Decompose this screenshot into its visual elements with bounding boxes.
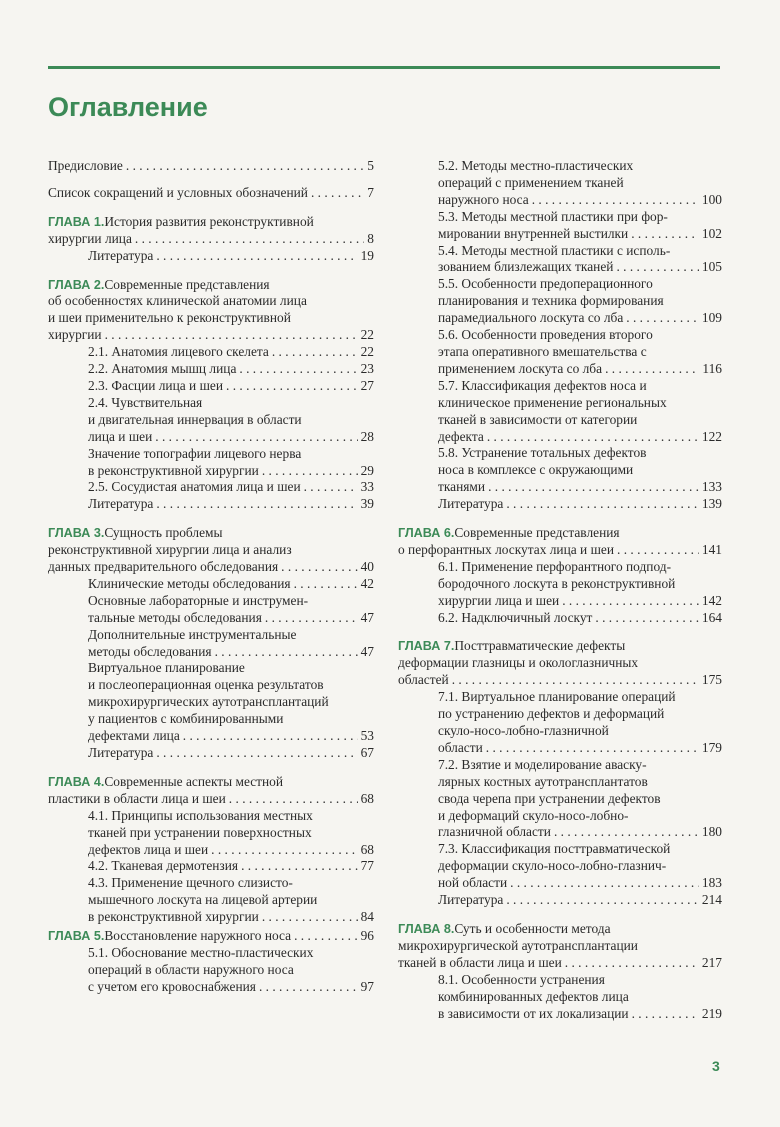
toc-dot-leader	[262, 909, 358, 926]
toc-page-number: 141	[701, 541, 722, 557]
toc-page-number: 175	[701, 672, 722, 688]
toc-entry-text: Литература	[88, 496, 154, 512]
toc-entry-text: и двигательная иннервация в области	[88, 411, 302, 427]
toc-entry	[48, 158, 374, 175]
toc-dot-leader	[631, 226, 699, 243]
toc-dot-leader	[259, 979, 358, 996]
toc-entry-text: методы обследования	[88, 643, 212, 659]
toc-dot-leader	[126, 158, 364, 175]
toc-entry-text: лярных костных аутотрансплантатов	[438, 773, 648, 789]
toc-dot-leader	[562, 593, 699, 610]
toc-entry-text: применением лоскута со лба	[438, 360, 603, 376]
toc-entry-text: у пациентов с комбинированными	[88, 711, 284, 727]
toc-dot-leader	[304, 479, 358, 496]
toc-entry-text: 2.4. Чувствительная	[88, 394, 203, 410]
toc-entry	[398, 610, 722, 627]
toc-dot-leader	[294, 576, 358, 593]
toc-entry	[48, 479, 374, 496]
toc-entry	[398, 243, 722, 277]
toc-entry	[48, 576, 374, 593]
toc-entry-text: Литература	[438, 892, 504, 908]
toc-page-number: 84	[360, 909, 374, 925]
toc-page-number: 105	[701, 259, 722, 275]
toc-entry-text: области	[438, 739, 483, 755]
toc-page-number: 23	[360, 361, 374, 377]
toc-entry-text: и шеи применительно к реконструктивной	[48, 310, 291, 326]
toc-dot-leader	[215, 644, 358, 661]
toc-chapter-label: ГЛАВА 7.	[398, 639, 455, 654]
toc-entry	[48, 593, 374, 627]
toc-entry-text: об особенностях клинической анатомии лица	[48, 293, 307, 309]
toc-page-number: 22	[360, 327, 374, 343]
toc-dot-leader	[239, 361, 357, 378]
toc-entry	[48, 627, 374, 661]
toc-page-number: 179	[701, 739, 722, 755]
toc-entry-text: Значение топографии лицевого нерва	[88, 445, 302, 461]
toc-entry-text: 8.1. Особенности устранения	[438, 971, 605, 987]
toc-entry-text: 5.6. Особенности проведения второго	[438, 327, 653, 343]
toc-entry-text: Современные аспекты местной	[104, 773, 284, 789]
toc-entry	[48, 875, 374, 926]
toc-entry-text: Предисловие	[48, 158, 123, 173]
toc-dot-leader	[488, 479, 699, 496]
toc-page-number: 47	[360, 643, 374, 659]
toc-page-number: 97	[360, 978, 374, 994]
toc-page-number: 53	[360, 728, 374, 744]
toc-entry-text: 7.3. Классификация посттравматической	[438, 841, 671, 857]
toc-entry-text: хирургии лица	[48, 230, 132, 246]
toc-dot-leader	[311, 185, 364, 202]
toc-page-number: 27	[360, 377, 374, 393]
toc-dot-leader	[272, 344, 358, 361]
toc-page-number: 42	[360, 575, 374, 591]
toc-page-number: 133	[701, 479, 722, 495]
toc-entry-text: 4.2. Тканевая дермотензия	[88, 858, 239, 874]
toc-page-number: 40	[360, 559, 374, 575]
toc-entry-text: парамедиального лоскута со лба	[438, 310, 624, 326]
toc-entry-text: Виртуальное планирование	[88, 660, 245, 676]
toc-entry	[48, 248, 374, 265]
toc-page-number: 77	[360, 858, 374, 874]
toc-dot-leader	[294, 928, 358, 945]
toc-entry-text: деформации скуло-носо-лобно-глазнич-	[438, 858, 667, 874]
toc-entry-text: и послеоперационная оценка результатов	[88, 677, 324, 693]
toc-entry	[48, 745, 374, 762]
page-title: Оглавление	[48, 92, 208, 122]
toc-entry-text: 2.5. Сосудистая анатомия лица и шеи	[88, 479, 301, 495]
toc-entry	[48, 361, 374, 378]
toc-entry-text: Восстановление наружного носа	[104, 928, 292, 944]
toc-entry-text: носа в комплексе с окружающими	[438, 462, 634, 478]
toc-chapter	[398, 638, 722, 689]
toc-page-number: 217	[701, 954, 722, 970]
toc-chapter	[48, 928, 374, 945]
toc-entry-text: планирования и техника формирования	[438, 293, 664, 309]
toc-entry-text: Дополнительные инструментальные	[88, 626, 297, 642]
toc-entry-text: 5.3. Методы местной пластики при фор-	[438, 208, 668, 224]
toc-entry-text: ной области	[438, 875, 508, 891]
toc-entry-text: микрохирургических аутотрансплантаций	[88, 694, 329, 710]
toc-entry-text: Сущность проблемы	[104, 525, 223, 541]
toc-entry-text: областей	[398, 672, 449, 688]
toc-dot-leader	[262, 463, 358, 480]
toc-entry-text: хирургии	[48, 327, 102, 343]
toc-entry-text: наружного носа	[438, 191, 529, 207]
toc-entry	[398, 378, 722, 446]
toc-entry-text: Современные представления	[104, 276, 270, 292]
toc-entry-text: Клинические методы обследования	[88, 575, 291, 591]
toc-entry-text: этапа оперативного вмешательства с	[438, 343, 647, 359]
toc-right-column	[398, 158, 722, 1022]
toc-entry-text: 5.1. Обоснование местно-пластических	[88, 944, 314, 960]
toc-dot-leader	[105, 327, 358, 344]
toc-chapter-label: ГЛАВА 4.	[48, 774, 105, 789]
toc-entry-text: 4.3. Применение щечного слизисто-	[88, 875, 293, 891]
toc-chapter	[398, 921, 722, 972]
toc-entry-text: бородочного лоскута в реконструктивной	[438, 575, 676, 591]
toc-entry-text: зованием близлежащих тканей	[438, 259, 614, 275]
toc-dot-leader	[510, 875, 699, 892]
toc-chapter	[48, 214, 374, 248]
toc-entry-text: 5.2. Методы местно-пластических	[438, 158, 634, 173]
toc-entry-text: 7.1. Виртуальное планирование операций	[438, 689, 676, 705]
toc-entry	[48, 344, 374, 361]
toc-entry	[48, 945, 374, 996]
toc-page-number: 47	[360, 609, 374, 625]
toc-dot-leader	[605, 361, 699, 378]
toc-entry-text: Суть и особенности метода	[454, 920, 611, 936]
toc-entry-text: в реконструктивной хирургии	[88, 462, 259, 478]
toc-entry-text: Посттравматические дефекты	[454, 638, 626, 654]
toc-dot-leader	[626, 310, 699, 327]
toc-entry-text: клиническое применение региональных	[438, 394, 667, 410]
toc-chapter-label: ГЛАВА 5.	[48, 929, 105, 944]
toc-entry-text: Литература	[438, 496, 504, 512]
toc-entry-text: тальные методы обследования	[88, 609, 262, 625]
toc-chapter	[48, 277, 374, 345]
toc-page-number: 102	[701, 225, 722, 241]
toc-entry	[398, 445, 722, 496]
toc-left-column	[48, 158, 374, 996]
toc-entry-text: по устранению дефектов и деформаций	[438, 706, 665, 722]
toc-chapter-label: ГЛАВА 1.	[48, 214, 105, 229]
toc-page-number: 28	[360, 428, 374, 444]
toc-entry	[48, 660, 374, 745]
toc-chapter-label: ГЛАВА 2.	[48, 277, 105, 292]
toc-entry-text: операций в области наружного носа	[88, 961, 294, 977]
toc-entry-text: тканей в области лица и шеи	[398, 954, 562, 970]
toc-entry-text: дефекта	[438, 428, 484, 444]
toc-entry-text: свода черепа при устранении дефектов	[438, 790, 661, 806]
toc-page-number: 180	[701, 824, 722, 840]
toc-chapter	[48, 774, 374, 808]
toc-entry	[48, 185, 374, 202]
toc-entry-text: с учетом его кровоснабжения	[88, 978, 256, 994]
toc-entry-text: тканями	[438, 479, 486, 495]
page-number: 3	[712, 1058, 720, 1074]
toc-entry-text: 7.2. Взятие и моделирование аваску-	[438, 756, 647, 772]
toc-chapter	[398, 525, 722, 559]
header-rule	[48, 66, 720, 69]
toc-entry-text: пластики в области лица и шеи	[48, 790, 226, 806]
toc-entry-text: скуло-носо-лобно-глазничной	[438, 723, 609, 738]
toc-dot-leader	[565, 955, 699, 972]
toc-entry	[48, 395, 374, 446]
toc-entry-text: данных предварительного обследования	[48, 559, 279, 575]
toc-page-number: 109	[701, 310, 722, 326]
toc-chapter-label: ГЛАВА 3.	[48, 526, 105, 541]
toc-entry	[398, 559, 722, 610]
toc-dot-leader	[452, 672, 699, 689]
toc-entry-text: микрохирургической аутотрансплантации	[398, 937, 638, 953]
toc-page-number: 214	[701, 892, 722, 908]
toc-page-number: 219	[701, 1005, 722, 1021]
toc-page-number: 67	[360, 745, 374, 760]
toc-entry-text: 5.8. Устранение тотальных дефектов	[438, 445, 647, 461]
toc-dot-leader	[241, 858, 358, 875]
toc-entry	[398, 757, 722, 842]
toc-entry-text: мировании внутренней выстилки	[438, 225, 629, 241]
toc-entry	[48, 858, 374, 875]
toc-page-number: 122	[701, 428, 722, 444]
toc-entry-text: дефектов лица и шеи	[88, 841, 209, 857]
toc-entry	[48, 446, 374, 480]
toc-page-number: 7	[367, 184, 374, 200]
toc-page-number: 164	[701, 609, 722, 625]
toc-dot-leader	[281, 559, 357, 576]
toc-chapter	[48, 525, 374, 576]
toc-dot-leader	[155, 429, 357, 446]
toc-entry	[398, 158, 722, 209]
toc-dot-leader	[135, 231, 364, 248]
toc-dot-leader	[532, 192, 699, 209]
toc-entry-text: 6.2. Надключичный лоскут	[438, 609, 593, 625]
toc-entry	[48, 808, 374, 859]
toc-entry-text: Основные лабораторные и инструмен-	[88, 592, 309, 608]
toc-dot-leader	[506, 892, 699, 909]
toc-entry-text: Список сокращений и условных обозначений	[48, 184, 308, 200]
toc-dot-leader	[211, 842, 357, 859]
toc-entry-text: в реконструктивной хирургии	[88, 909, 259, 925]
toc-entry-text: комбинированных дефектов лица	[438, 988, 629, 1004]
toc-entry-text: и деформаций скуло-носо-лобно-	[438, 807, 629, 823]
toc-entry	[398, 972, 722, 1023]
toc-dot-leader	[156, 496, 357, 513]
toc-entry-text: 5.5. Особенности предоперационного	[438, 276, 653, 292]
toc-entry-text: глазничной области	[438, 824, 551, 840]
toc-dot-leader	[595, 610, 699, 627]
toc-entry-text: 5.4. Методы местной пластики с исполь-	[438, 242, 671, 258]
toc-dot-leader	[554, 824, 699, 841]
toc-entry-text: Литература	[88, 247, 154, 263]
toc-entry-text: деформации глазницы и окологлазничных	[398, 655, 639, 671]
toc-entry-text: лица и шеи	[88, 428, 153, 444]
toc-entry-text: реконструктивной хирургии лица и анализ	[48, 542, 292, 558]
toc-page-number: 8	[367, 230, 374, 246]
toc-entry-text: дефектами лица	[88, 728, 180, 744]
toc-entry	[398, 689, 722, 757]
toc-entry-text: хирургии лица и шеи	[438, 592, 560, 608]
toc-dot-leader	[616, 259, 698, 276]
toc-entry-text: 5.7. Классификация дефектов носа и	[438, 377, 647, 393]
toc-entry-text: Литература	[88, 745, 154, 760]
toc-page-number: 39	[360, 496, 374, 512]
toc-dot-leader	[226, 378, 358, 395]
toc-entry-text: в зависимости от их локализации	[438, 1005, 629, 1021]
toc-entry	[48, 496, 374, 513]
toc-entry	[48, 378, 374, 395]
toc-entry-text: 6.1. Применение перфорантного подпод-	[438, 558, 672, 574]
toc-dot-leader	[265, 610, 358, 627]
toc-entry	[398, 276, 722, 327]
toc-page-number: 68	[360, 790, 374, 806]
toc-dot-leader	[632, 1006, 699, 1023]
toc-dot-leader	[156, 248, 357, 265]
toc-dot-leader	[617, 542, 699, 559]
toc-entry-text: операций с применением тканей	[438, 174, 624, 190]
toc-page-number: 68	[360, 841, 374, 857]
toc-page-number: 19	[360, 247, 374, 263]
toc-entry-text: 2.3. Фасции лица и шеи	[88, 377, 223, 393]
toc-page-number: 139	[701, 496, 722, 512]
toc-entry	[398, 496, 722, 513]
toc-entry	[398, 892, 722, 909]
toc-entry-text: Современные представления	[454, 525, 620, 541]
toc-chapter-label: ГЛАВА 6.	[398, 526, 455, 541]
toc-page-number: 142	[701, 592, 722, 608]
toc-dot-leader	[487, 429, 699, 446]
toc-entry-text: 2.2. Анатомия мышц лица	[88, 361, 237, 377]
toc-page-number: 29	[360, 462, 374, 478]
toc-page-number: 116	[702, 360, 722, 376]
toc-dot-leader	[156, 745, 357, 762]
toc-dot-leader	[183, 728, 358, 745]
toc-entry-text: тканей в зависимости от категории	[438, 411, 638, 427]
toc-page-number: 22	[360, 344, 374, 360]
toc-entry-text: 2.1. Анатомия лицевого скелета	[88, 344, 269, 360]
toc-entry-text: История развития реконструктивной	[104, 213, 314, 229]
toc-page-number: 5	[367, 158, 374, 173]
toc-entry-text: о перфорантных лоскутах лица и шеи	[398, 541, 614, 557]
toc-entry-text: тканей при устранении поверхностных	[88, 824, 312, 840]
toc-entry-text: 4.1. Принципы использования местных	[88, 807, 313, 823]
toc-entry	[398, 841, 722, 892]
toc-dot-leader	[506, 496, 699, 513]
toc-dot-leader	[486, 740, 699, 757]
toc-entry	[398, 209, 722, 243]
toc-page-number: 183	[701, 875, 722, 891]
toc-entry	[398, 327, 722, 378]
toc-dot-leader	[229, 791, 358, 808]
toc-chapter-label: ГЛАВА 8.	[398, 921, 455, 936]
toc-page-number: 100	[701, 191, 722, 207]
toc-entry-text: мышечного лоскута на лицевой артерии	[88, 892, 318, 908]
toc-page-number: 33	[360, 479, 374, 495]
toc-page-number: 96	[360, 928, 374, 944]
